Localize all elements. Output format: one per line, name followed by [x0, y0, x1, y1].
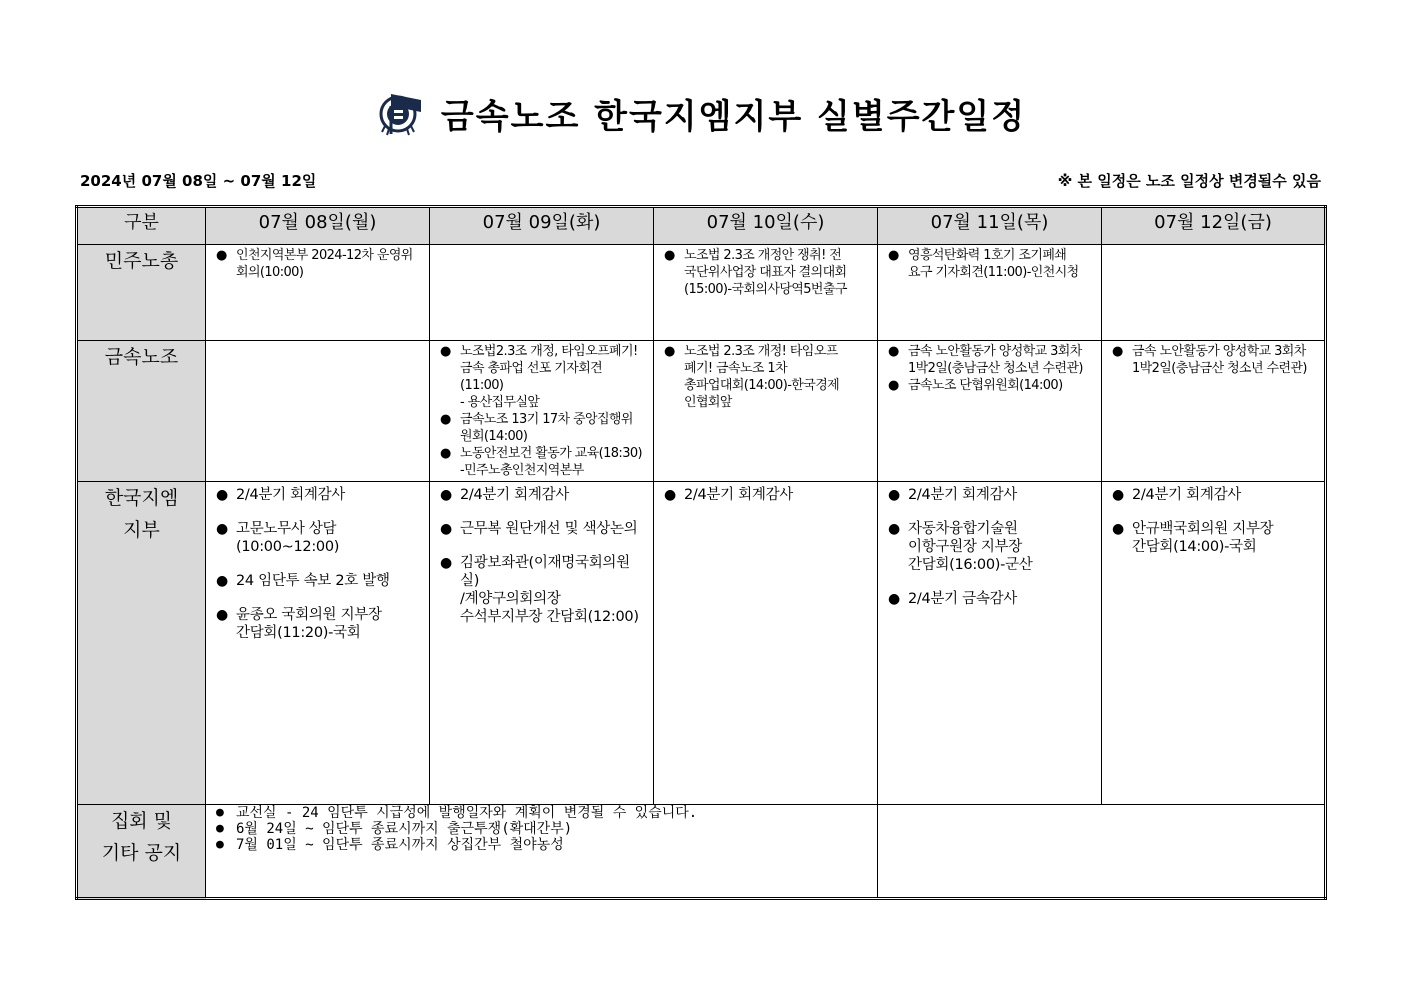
schedule-item-text: 윤종오 국회의원 지부장 간담회(11:20)-국회: [236, 607, 382, 641]
bullet-icon: ●: [440, 521, 452, 537]
bullet-icon: ●: [440, 487, 452, 503]
schedule-item: [664, 343, 869, 411]
header-row: [77, 207, 1326, 245]
bullet-icon: ●: [216, 607, 228, 623]
schedule-item: [1112, 486, 1316, 504]
day-header-fri: 07월 12일(금): [1102, 207, 1326, 245]
schedule-item: [440, 486, 645, 504]
bullet-icon: ●: [440, 555, 452, 571]
schedule-cell: [430, 341, 654, 482]
schedule-item-text: 6월 24일 ~ 임단투 종료시까지 출근투쟁(확대간부): [236, 821, 573, 837]
row-gm-korea: [77, 482, 1326, 805]
schedule-item: [664, 247, 869, 298]
bullet-icon: ●: [216, 248, 227, 263]
schedule-item: [440, 445, 645, 479]
schedule-item-text: 고문노무사 상담(10:00~12:00): [236, 521, 340, 555]
notice-item: [216, 837, 877, 853]
day-header-mon: 07월 08일(월): [206, 207, 430, 245]
schedule-item: [440, 520, 645, 538]
empty-notice-cell: [878, 805, 1326, 899]
schedule-item-text: 노동안전보건 활동가 교육(18:30) -민주노총인천지역본부: [460, 446, 643, 478]
schedule-item-text: 금속 노안활동가 양성학교 3회차 1박2일(충남금산 청소년 수련관): [908, 344, 1083, 376]
schedule-item: [216, 606, 421, 642]
schedule-item-text: 근무복 원단개선 및 색상논의: [460, 521, 638, 537]
bullet-icon: ●: [1112, 487, 1124, 503]
schedule-cell: [878, 341, 1102, 482]
bullet-icon: ●: [888, 591, 900, 607]
schedule-item: [216, 486, 421, 504]
day-header-wed: 07월 10일(수): [654, 207, 878, 245]
bullet-icon: ●: [664, 344, 675, 359]
schedule-item: [440, 411, 645, 445]
schedule-cell: [1102, 341, 1326, 482]
schedule-item: [1112, 343, 1316, 377]
schedule-item-text: 24 임단투 속보 2호 발행: [236, 573, 390, 589]
schedule-item-text: 금속 노안활동가 양성학교 3회차 1박2일(충남금산 청소년 수련관): [1132, 344, 1307, 376]
bullet-icon: ●: [888, 248, 899, 263]
row-notices: [77, 805, 1326, 899]
row-label: 집회 및 기타 공지: [77, 805, 206, 899]
schedule-item: [440, 554, 645, 626]
row-kmwu: [77, 341, 1326, 482]
schedule-item: [888, 247, 1093, 281]
schedule-cell: [654, 245, 878, 341]
schedule-item-text: 2/4분기 회계감사: [684, 487, 793, 503]
bullet-icon: ●: [888, 378, 899, 393]
schedule-item-text: 교선실 - 24 임단투 시급성에 발행일자와 계획이 변경될 수 있습니다.: [236, 805, 698, 821]
change-notice: ※ 본 일정은 노조 일정상 변경될수 있음: [1057, 172, 1321, 190]
schedule-item: [888, 343, 1093, 377]
schedule-item-text: 금속노조 13기 17차 중앙집행위 원회(14:00): [460, 412, 633, 444]
schedule-cell: [206, 482, 430, 805]
day-header-tue: 07월 09일(화): [430, 207, 654, 245]
schedule-item-text: 안규백국회의원 지부장 간담회(14:00)-국회: [1132, 521, 1274, 555]
schedule-cell: [1102, 482, 1326, 805]
bullet-icon: ●: [216, 837, 224, 852]
schedule-item: [216, 520, 421, 556]
page-title: 금속노조 한국지엠지부 실별주간일정: [440, 96, 1027, 137]
schedule-item-text: 노조법2.3조 개정, 타임오프폐기! 금속 총파업 선포 기자회견(11:00) - 용산집무실앞: [460, 344, 638, 410]
bullet-icon: ●: [888, 344, 899, 359]
bullet-icon: ●: [440, 446, 451, 461]
schedule-item-text: 영흥석탄화력 1호기 조기폐쇄 요구 기자회견(11:00)-인천시청: [908, 248, 1079, 280]
schedule-cell: [206, 245, 430, 341]
schedule-item: [888, 486, 1093, 504]
schedule-cell: [1102, 245, 1326, 341]
bullet-icon: ●: [664, 248, 675, 263]
notice-item: [216, 821, 877, 837]
row-label: 한국지엠 지부: [77, 482, 206, 805]
schedule-item: [216, 247, 421, 281]
title-area: [0, 88, 1403, 142]
bullet-icon: ●: [1112, 521, 1124, 537]
bullet-icon: ●: [216, 573, 228, 589]
schedule-cell: [878, 245, 1102, 341]
schedule-cell: [654, 482, 878, 805]
schedule-item: [1112, 520, 1316, 556]
corner-header: 구분: [77, 207, 206, 245]
row-label: 민주노총: [77, 245, 206, 341]
date-range: 2024년 07월 08일 ~ 07월 12일: [80, 172, 317, 190]
schedule-item-text: 금속노조 단협위원회(14:00): [908, 378, 1063, 393]
schedule-item-text: 노조법 2.3조 개정! 타임오프 폐기! 금속노조 1차 총파업대회(14:00)-한국경제 인협회앞: [684, 344, 840, 410]
schedule-item: [440, 343, 645, 411]
schedule-item-text: 인천지역본부 2024-12차 운영위 회의(10:00): [236, 248, 413, 280]
schedule-item-text: 2/4분기 금속감사: [908, 591, 1017, 607]
schedule-item: [664, 486, 869, 504]
bullet-icon: ●: [440, 344, 451, 359]
schedule-item-text: 노조법 2.3조 개정안 쟁취! 전 국단위사업장 대표자 결의대회 (15:00)-국회의사당역5번출구: [684, 248, 847, 297]
bullet-icon: ●: [888, 521, 900, 537]
schedule-item-text: 자동차융합기술원 이항구원장 지부장 간담회(16:00)-군산: [908, 521, 1033, 573]
schedule-item-text: 김광보좌관(이재명국회의원실) /계양구의회의장 수석부지부장 간담회(12:00): [460, 555, 639, 625]
bullet-icon: ●: [216, 521, 228, 537]
bullet-icon: ●: [440, 412, 451, 427]
bullet-icon: ●: [1112, 344, 1123, 359]
schedule-cell: [654, 341, 878, 482]
schedule-item-text: 2/4분기 회계감사: [460, 487, 569, 503]
weekly-schedule-table: [75, 205, 1327, 900]
schedule-item: [216, 572, 421, 590]
schedule-cell: [430, 245, 654, 341]
schedule-cell: [206, 341, 430, 482]
schedule-item: [888, 520, 1093, 574]
bullet-icon: ●: [216, 487, 228, 503]
schedule-item: [888, 590, 1093, 608]
notice-item: [216, 805, 877, 821]
schedule-cell: [430, 482, 654, 805]
union-logo-icon: [377, 88, 427, 138]
day-header-thu: 07월 11일(목): [878, 207, 1102, 245]
row-kctu: [77, 245, 1326, 341]
schedule-item-text: 7월 01일 ~ 임단투 종료시까지 상집간부 철야농성: [236, 837, 564, 853]
schedule-item-text: 2/4분기 회계감사: [1132, 487, 1241, 503]
bullet-icon: ●: [888, 487, 900, 503]
row-label: 금속노조: [77, 341, 206, 482]
bullet-icon: ●: [216, 805, 224, 820]
notice-cell: [206, 805, 878, 899]
schedule-cell: [878, 482, 1102, 805]
schedule-item-text: 2/4분기 회계감사: [236, 487, 345, 503]
schedule-item: [888, 377, 1093, 394]
schedule-item-text: 2/4분기 회계감사: [908, 487, 1017, 503]
bullet-icon: ●: [664, 487, 676, 503]
bullet-icon: ●: [216, 821, 224, 836]
